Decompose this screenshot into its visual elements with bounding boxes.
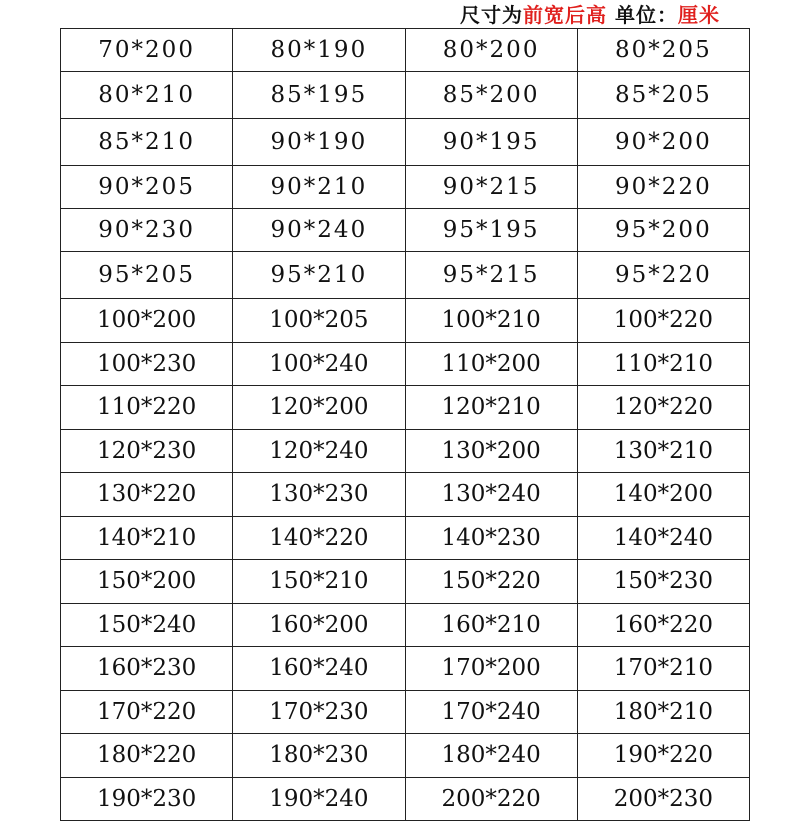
size-cell: 100*240 (233, 342, 405, 386)
size-cell: 120*210 (405, 386, 577, 430)
size-cell: 160*230 (61, 647, 233, 691)
size-cell: 140*210 (61, 516, 233, 560)
size-table (60, 28, 750, 821)
size-cell: 95*195 (405, 209, 577, 252)
table-row (61, 166, 750, 209)
size-cell: 130*240 (405, 473, 577, 517)
size-cell: 150*220 (405, 560, 577, 604)
size-cell: 100*205 (233, 299, 405, 343)
size-cell: 140*200 (577, 473, 749, 517)
size-cell: 90*215 (405, 166, 577, 209)
size-cell: 130*220 (61, 473, 233, 517)
size-cell: 150*240 (61, 603, 233, 647)
size-cell: 160*210 (405, 603, 577, 647)
size-cell: 180*210 (577, 690, 749, 734)
size-cell: 130*210 (577, 429, 749, 473)
table-row (61, 734, 750, 778)
size-cell: 160*200 (233, 603, 405, 647)
table-row (61, 342, 750, 386)
size-cell: 85*195 (233, 72, 405, 119)
header-unit-value: 厘米 (678, 3, 720, 27)
header-unit-label: 单位： (607, 3, 678, 27)
table-row (61, 647, 750, 691)
size-cell: 95*220 (577, 252, 749, 299)
size-cell: 100*230 (61, 342, 233, 386)
size-note-header (460, 0, 720, 30)
size-cell: 90*210 (233, 166, 405, 209)
header-dimension-order: 前宽后高 (523, 3, 608, 27)
size-cell: 200*230 (577, 777, 749, 821)
size-cell: 95*210 (233, 252, 405, 299)
size-cell: 200*220 (405, 777, 577, 821)
table-row (61, 119, 750, 166)
size-cell: 170*200 (405, 647, 577, 691)
size-cell: 85*200 (405, 72, 577, 119)
size-cell: 100*210 (405, 299, 577, 343)
size-cell: 90*205 (61, 166, 233, 209)
table-row (61, 429, 750, 473)
size-cell: 150*200 (61, 560, 233, 604)
size-cell: 85*210 (61, 119, 233, 166)
header-prefix: 尺寸为 (460, 3, 524, 27)
size-cell: 190*230 (61, 777, 233, 821)
table-row (61, 690, 750, 734)
size-cell: 80*205 (577, 29, 749, 72)
table-row (61, 252, 750, 299)
size-cell: 80*200 (405, 29, 577, 72)
size-cell: 140*240 (577, 516, 749, 560)
table-row (61, 29, 750, 72)
size-cell: 110*200 (405, 342, 577, 386)
size-cell: 170*230 (233, 690, 405, 734)
size-cell: 90*230 (61, 209, 233, 252)
size-cell: 160*240 (233, 647, 405, 691)
size-cell: 180*230 (233, 734, 405, 778)
table-row (61, 777, 750, 821)
size-cell: 170*210 (577, 647, 749, 691)
size-cell: 110*210 (577, 342, 749, 386)
table-row (61, 299, 750, 343)
size-cell: 95*200 (577, 209, 749, 252)
size-cell: 140*230 (405, 516, 577, 560)
size-cell: 90*240 (233, 209, 405, 252)
size-cell: 100*220 (577, 299, 749, 343)
size-cell: 170*240 (405, 690, 577, 734)
size-cell: 120*240 (233, 429, 405, 473)
size-cell: 90*220 (577, 166, 749, 209)
size-cell: 180*220 (61, 734, 233, 778)
size-cell: 110*220 (61, 386, 233, 430)
size-cell: 95*205 (61, 252, 233, 299)
size-cell: 140*220 (233, 516, 405, 560)
size-cell: 90*190 (233, 119, 405, 166)
size-cell: 90*200 (577, 119, 749, 166)
size-cell: 95*215 (405, 252, 577, 299)
table-row (61, 603, 750, 647)
table-row (61, 516, 750, 560)
size-cell: 80*210 (61, 72, 233, 119)
size-cell: 180*240 (405, 734, 577, 778)
size-cell: 170*220 (61, 690, 233, 734)
size-cell: 85*205 (577, 72, 749, 119)
table-row (61, 560, 750, 604)
table-row (61, 473, 750, 517)
table-row (61, 72, 750, 119)
table-row (61, 209, 750, 252)
size-cell: 130*200 (405, 429, 577, 473)
table-row (61, 386, 750, 430)
size-cell: 70*200 (61, 29, 233, 72)
size-cell: 120*230 (61, 429, 233, 473)
size-cell: 150*210 (233, 560, 405, 604)
size-cell: 160*220 (577, 603, 749, 647)
size-cell: 190*240 (233, 777, 405, 821)
size-cell: 130*230 (233, 473, 405, 517)
size-cell: 100*200 (61, 299, 233, 343)
size-cell: 80*190 (233, 29, 405, 72)
size-table-body (61, 29, 750, 821)
size-cell: 120*220 (577, 386, 749, 430)
size-cell: 90*195 (405, 119, 577, 166)
size-cell: 190*220 (577, 734, 749, 778)
size-cell: 120*200 (233, 386, 405, 430)
size-cell: 150*230 (577, 560, 749, 604)
